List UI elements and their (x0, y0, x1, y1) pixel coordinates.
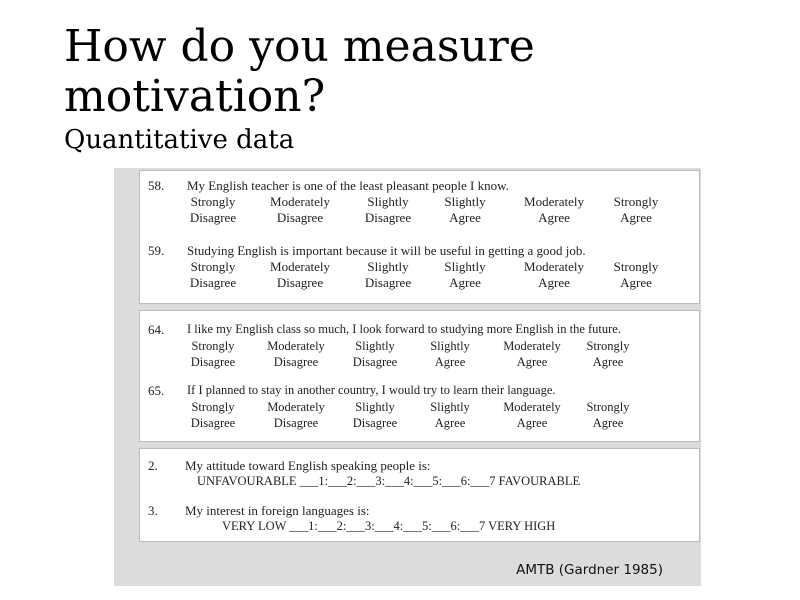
question-number: 65. (148, 383, 165, 398)
scale-option-line2: Disagree (364, 275, 412, 290)
scale-option-line1: Slightly (430, 400, 470, 414)
scale-option (264, 194, 336, 226)
scale-option (495, 399, 569, 431)
scale-option-line2: Agree (516, 355, 548, 369)
scale-option (608, 194, 664, 226)
scale-option (360, 259, 416, 291)
scale-option-line1: Slightly (444, 259, 486, 274)
scale-option-line2: Agree (434, 355, 466, 369)
scale-option-line1: Strongly (190, 259, 236, 274)
scale-option-line1: Slightly (355, 339, 395, 353)
scale-option-line2: Disagree (276, 210, 324, 225)
slide-title: How do you measure motivation? (64, 21, 535, 122)
scale-option-line2: Disagree (190, 355, 236, 369)
scale-option (187, 259, 239, 291)
questionnaire-figure (114, 168, 701, 586)
question-number: 2. (148, 458, 158, 473)
scale-option-line1: Slightly (444, 194, 486, 209)
scale-option-line1: Strongly (191, 400, 235, 414)
scale-option (495, 338, 569, 370)
scale-option-line1: Slightly (430, 339, 470, 353)
likert-scale (140, 338, 699, 372)
scale-option-line1: Moderately (503, 400, 561, 414)
likert-scale (140, 399, 699, 433)
scale-option-line2: Agree (592, 416, 624, 430)
scale-option-line1: Moderately (267, 339, 325, 353)
scale-option-line1: Moderately (524, 259, 584, 274)
slide-subtitle: Quantitative data (64, 125, 295, 155)
scale-option (517, 194, 591, 226)
scale-option (440, 194, 490, 226)
question-number: 59. (148, 243, 165, 258)
question-number: 58. (148, 178, 165, 193)
scale-option (187, 338, 239, 370)
question-text: I like my English class so much, I look forward to studying more English in the future. (187, 322, 621, 336)
scale-option-line1: Slightly (367, 194, 409, 209)
likert-scale (140, 194, 699, 228)
scale-option (517, 259, 591, 291)
scale-option-line1: Moderately (270, 194, 330, 209)
question-text: My English teacher is one of the least pleasant people I know. (187, 178, 509, 193)
scale-option-line2: Disagree (276, 275, 324, 290)
scale-option-line1: Strongly (613, 194, 659, 209)
scale-option-line2: Disagree (273, 416, 319, 430)
figure-citation: AMTB (Gardner 1985) (516, 562, 663, 578)
scale-option-line2: Disagree (352, 416, 398, 430)
scale-option-line2: Agree (620, 275, 652, 290)
likert-scale (140, 259, 699, 293)
scale-option (360, 194, 416, 226)
scale-option-line2: Agree (538, 275, 570, 290)
scale-option-line2: Agree (516, 416, 548, 430)
scale-option (347, 399, 403, 431)
scale-option-line2: Disagree (189, 275, 237, 290)
scale-option-line2: Disagree (273, 355, 319, 369)
scale-option-line2: Disagree (189, 210, 237, 225)
semantic-differential-scale: UNFAVOURABLE ___1:___2:___3:___4:___5:___6:___7 FAVOURABLE (197, 474, 581, 488)
scale-option-line1: Strongly (586, 339, 630, 353)
scale-option-line2: Disagree (190, 416, 236, 430)
questionnaire-panel-2 (139, 310, 700, 442)
scale-option-line2: Disagree (364, 210, 412, 225)
scale-option (608, 259, 664, 291)
question-text: If I planned to stay in another country, I would try to learn their language. (187, 383, 556, 397)
scale-option-line1: Moderately (267, 400, 325, 414)
scale-option-line2: Agree (449, 210, 481, 225)
scale-option-line1: Slightly (355, 400, 395, 414)
scale-option (264, 259, 336, 291)
scale-option (425, 399, 475, 431)
questionnaire-panel-3 (139, 448, 700, 542)
scale-option-line1: Strongly (190, 194, 236, 209)
scale-option-line2: Agree (449, 275, 481, 290)
scale-option (260, 338, 332, 370)
scale-option-line1: Strongly (613, 259, 659, 274)
scale-option (187, 194, 239, 226)
scale-option (347, 338, 403, 370)
scale-option-line2: Disagree (352, 355, 398, 369)
scale-option-line1: Moderately (270, 259, 330, 274)
scale-option (187, 399, 239, 431)
scale-option-line2: Agree (538, 210, 570, 225)
questionnaire-panel-1 (139, 170, 700, 304)
scale-option-line1: Strongly (191, 339, 235, 353)
semantic-differential-scale: VERY LOW ___1:___2:___3:___4:___5:___6:___7 VERY HIGH (222, 519, 556, 533)
scale-option-line1: Moderately (524, 194, 584, 209)
scale-option (425, 338, 475, 370)
scale-option-line2: Agree (434, 416, 466, 430)
question-text: My interest in foreign languages is: (185, 503, 370, 518)
question-text: Studying English is important because it will be useful in getting a good job. (187, 243, 586, 258)
scale-option-line1: Moderately (503, 339, 561, 353)
question-text: My attitude toward English speaking people is: (185, 458, 431, 473)
scale-option-line2: Agree (620, 210, 652, 225)
scale-option-line1: Strongly (586, 400, 630, 414)
scale-option (580, 338, 636, 370)
scale-option (580, 399, 636, 431)
scale-option (260, 399, 332, 431)
scale-option-line1: Slightly (367, 259, 409, 274)
scale-option (440, 259, 490, 291)
scale-option-line2: Agree (592, 355, 624, 369)
question-number: 3. (148, 503, 158, 518)
question-number: 64. (148, 322, 165, 337)
